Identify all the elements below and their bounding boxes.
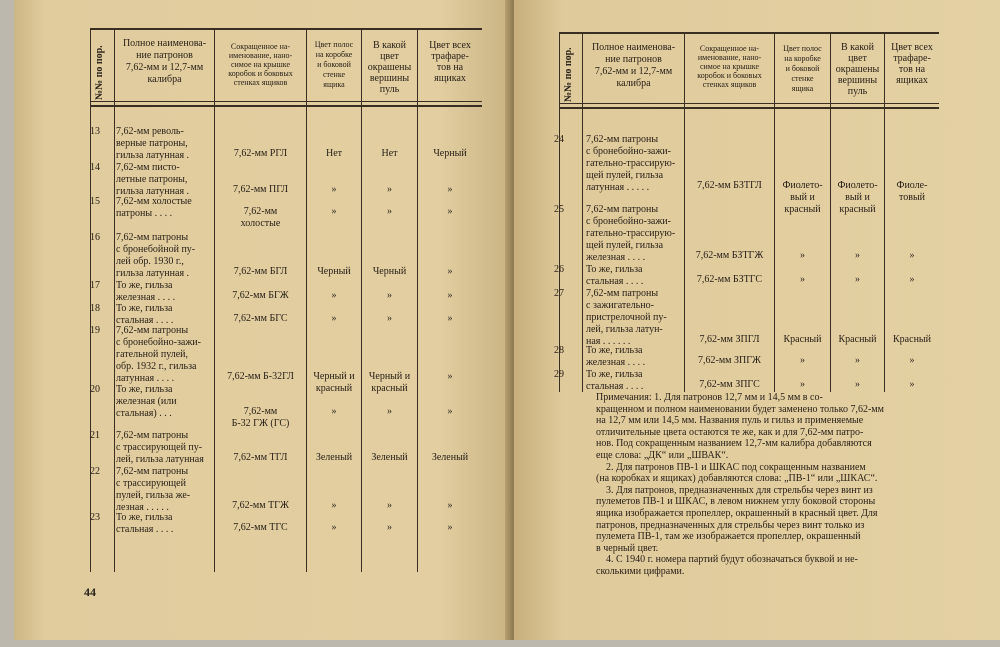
row-full-name: 7,62-мм холостые патроны . . . . xyxy=(116,196,192,219)
row-number: 29 xyxy=(554,369,564,380)
row-stencil-color: » xyxy=(447,313,453,324)
row-stencil-color: » xyxy=(909,379,915,390)
row-stripe-color: Нет xyxy=(325,148,343,159)
header-full-name: Полное наименова- ние патронов 7,62-мм и 12,7-мм калибра xyxy=(122,38,207,85)
row-number: 25 xyxy=(554,204,564,215)
header-stencil-color: Цвет всех трафаре- тов на ящиках xyxy=(429,40,471,84)
row-short-name: 7,62-мм ЗПГС xyxy=(699,379,760,390)
row-short-name: 7,62-мм БЗТГЖ xyxy=(695,250,764,261)
row-number: 21 xyxy=(90,430,100,441)
row-short-name: 7,62-мм БГЛ xyxy=(233,266,288,277)
notes: Примечания: 1. Для патронов 12,7 мм и 14,5 мм в со- кращенном и полном наименовании будет заменено только 7,62-мм на 12,7 мм или 14,5 мм. Названия пуль и гильз и применяемые отличительные цвета остаются те же, как и для 7,62-мм патро- нов. Под сокращенным названием 12,7-мм калибра добавляются еще слова: „ДК“ или „ШВАК“. 2. Для патронов ПВ-1 и ШКАС под сокращенным названием (на коробках и ящиках) добавляются слова: „ПВ-1“ или „ШКАС“. 3. Для патронов, предназначенных для стрельбы через винт из пулеметов ПВ-1 и ШКАС, в левом нижнем углу боковой стороны ящика изображается пропеллер, окрашенный в красный цвет. Для патронов, предназначенных для стрельбы через винт только из пулемета ПВ-1, там же изображается пропеллер, окрашенный в черный цвет. 4. С 1940 г. номера партий будут обозначаться буквой и не- сколькими цифрами. xyxy=(596,392,884,577)
row-bullet-tip-color: » xyxy=(855,250,860,261)
row-stencil-color: Черный xyxy=(433,148,467,159)
row-number: 27 xyxy=(554,288,564,299)
row-number: 26 xyxy=(554,264,564,275)
row-stripe-color: Черный xyxy=(317,266,351,277)
row-short-name: 7,62-мм ТГС xyxy=(233,522,288,533)
row-stencil-color: » xyxy=(447,184,453,195)
row-stripe-color: » xyxy=(800,250,805,261)
row-full-name: 7,62-мм патроны с зажигательно- пристрелочной пу- лей, гильза латун- ная . . . . . . xyxy=(586,288,667,347)
row-short-name: 7,62-мм РГЛ xyxy=(233,148,288,159)
left-page xyxy=(14,0,514,640)
row-short-name: 7,62-мм Б-32ГЛ xyxy=(227,371,294,382)
header-short-name-right: Сокращенное на- именование, нано- симое на крышке коробок и боковых стенках ящиков xyxy=(697,44,762,89)
row-stripe-color: Фиолето- вый и красный xyxy=(782,180,823,215)
row-stencil-color: » xyxy=(909,250,915,261)
row-bullet-tip-color: » xyxy=(387,522,392,533)
row-stripe-color: » xyxy=(800,274,805,285)
row-bullet-tip-color: » xyxy=(387,206,392,217)
row-number: 14 xyxy=(90,162,100,173)
row-bullet-tip-color: Зеленый xyxy=(371,452,408,463)
row-full-name: То же, гильза стальная . . . . xyxy=(116,512,174,535)
row-stripe-color: » xyxy=(331,406,337,417)
row-bullet-tip-color: » xyxy=(387,290,392,301)
row-bullet-tip-color: Фиолето- вый и красный xyxy=(837,180,878,215)
row-stencil-color: Красный xyxy=(893,334,931,345)
row-stencil-color: Фиоле- товый xyxy=(896,180,928,203)
row-stencil-color: » xyxy=(447,500,453,511)
row-short-name: 7,62-мм БЗТГС xyxy=(696,274,763,285)
header-short-name: Сокращенное на- именование, нано- симое на крышке коробок и боковых стенках ящиков xyxy=(228,42,293,87)
row-number: 28 xyxy=(554,345,564,356)
row-number: 23 xyxy=(90,512,100,523)
row-stencil-color: » xyxy=(447,371,453,382)
row-bullet-tip-color: » xyxy=(855,355,860,366)
header-number-right: №№ по пор. xyxy=(563,47,574,102)
row-full-name: 7,62-мм револь- верные патроны, гильза латунная . xyxy=(116,126,190,161)
row-stripe-color: » xyxy=(331,290,337,301)
header-bullet-tip-color-right: В какой цвет окрашены вершины пуль xyxy=(835,42,880,97)
row-stripe-color: Зеленый xyxy=(315,452,353,463)
row-full-name: То же, гильза железная (или стальная) . . . xyxy=(116,384,177,419)
row-short-name: 7,62-мм ТГЖ xyxy=(232,500,289,511)
row-stencil-color: » xyxy=(447,406,453,417)
row-short-name: 7,62-мм ПГЛ xyxy=(232,184,289,195)
row-full-name: То же, гильза стальная . . . . xyxy=(586,264,644,287)
header-stripe-color: Цвет полос на коробке и боковой стенке ящика xyxy=(314,40,354,89)
row-stripe-color: » xyxy=(800,355,805,366)
row-short-name: 7,62-мм ЗПГЖ xyxy=(698,355,761,366)
row-full-name: 7,62-мм патроны с трассирующей пу- лей, гильза латунная xyxy=(116,430,204,465)
row-short-name: 7,62-мм ЗПГЛ xyxy=(699,334,760,345)
row-full-name: 7,62-мм патроны с бронебойно-зажи- гательно-трассирую- щей пулей, гильза железная . . . . xyxy=(586,204,676,263)
row-number: 22 xyxy=(90,466,100,477)
row-full-name: 7,62-мм патроны с бронебойно-зажи- гательно-трассирую- щей пулей, гильза латунная . . . . . xyxy=(586,134,676,193)
row-bullet-tip-color: » xyxy=(387,184,392,195)
row-number: 19 xyxy=(90,325,100,336)
row-number: 18 xyxy=(90,303,100,314)
header-stencil-color-right: Цвет всех трафаре- тов на ящиках xyxy=(891,42,933,86)
row-stencil-color: » xyxy=(909,355,915,366)
row-stencil-color: Зеленый xyxy=(431,452,469,463)
row-number: 17 xyxy=(90,280,100,291)
header-stripe-color-right: Цвет полос на коробке и боковой стенке ящика xyxy=(783,44,822,93)
row-stripe-color: » xyxy=(800,379,805,390)
row-short-name: 7,62-мм ТГЛ xyxy=(233,452,288,463)
row-bullet-tip-color: » xyxy=(387,313,392,324)
row-stripe-color: » xyxy=(331,184,337,195)
row-bullet-tip-color: » xyxy=(387,406,392,417)
row-number: 24 xyxy=(554,134,564,145)
row-full-name: То же, гильза железная . . . . xyxy=(586,345,646,368)
row-stencil-color: » xyxy=(447,266,453,277)
row-full-name: 7,62-мм патроны с бронебойной пу- лей обр. 1930 г., гильза латунная . xyxy=(116,232,196,279)
row-stripe-color: Красный xyxy=(783,334,822,345)
row-short-name: 7,62-мм БЗТГЛ xyxy=(697,180,762,191)
right-page xyxy=(514,0,1000,640)
row-bullet-tip-color: Черный xyxy=(372,266,407,277)
row-stencil-color: » xyxy=(447,206,453,217)
row-bullet-tip-color: » xyxy=(855,274,860,285)
row-stripe-color: Черный и красный xyxy=(313,371,355,394)
row-number: 20 xyxy=(90,384,100,395)
row-number: 13 xyxy=(90,126,100,137)
row-full-name: 7,62-мм писто- летные патроны, гильза латунная . xyxy=(116,162,190,197)
row-full-name: То же, гильза стальная . . . . xyxy=(586,369,644,392)
row-full-name: То же, гильза железная . . . . xyxy=(116,280,176,303)
row-stripe-color: » xyxy=(331,500,337,511)
row-full-name: 7,62-мм патроны с трассирующей пулей, гильза же- лезная . . . . . xyxy=(116,466,191,513)
row-number: 15 xyxy=(90,196,100,207)
row-bullet-tip-color: » xyxy=(387,500,392,511)
page-number: 44 xyxy=(84,585,96,599)
row-full-name: То же, гильза стальная . . . . xyxy=(116,303,174,326)
header-full-name-right: Полное наименова- ние патронов 7,62-мм и 12,7-мм калибра xyxy=(591,42,676,89)
row-stripe-color: » xyxy=(331,313,337,324)
row-number: 16 xyxy=(90,232,100,243)
header-number: №№ по пор. xyxy=(94,45,105,100)
row-bullet-tip-color: Черный и красный xyxy=(368,371,411,394)
row-stencil-color: » xyxy=(909,274,915,285)
row-short-name: 7,62-мм БГС xyxy=(233,313,288,324)
row-bullet-tip-color: Нет xyxy=(381,148,398,159)
row-short-name: 7,62-мм Б-32 ГЖ (ГС) xyxy=(231,406,290,429)
header-bullet-tip-color: В какой цвет окрашены вершины пуль xyxy=(367,40,412,95)
row-stripe-color: » xyxy=(331,522,337,533)
row-bullet-tip-color: » xyxy=(855,379,860,390)
row-short-name: 7,62-мм БГЖ xyxy=(232,290,289,301)
row-bullet-tip-color: Красный xyxy=(838,334,877,345)
row-stencil-color: » xyxy=(447,290,453,301)
row-full-name: 7,62-мм патроны с бронебойно-зажи- гательной пулей, обр. 1932 г., гильза латунная . . . . xyxy=(116,325,201,384)
row-stencil-color: » xyxy=(447,522,453,533)
row-short-name: 7,62-мм холостые xyxy=(240,206,281,229)
row-stripe-color: » xyxy=(331,206,337,217)
